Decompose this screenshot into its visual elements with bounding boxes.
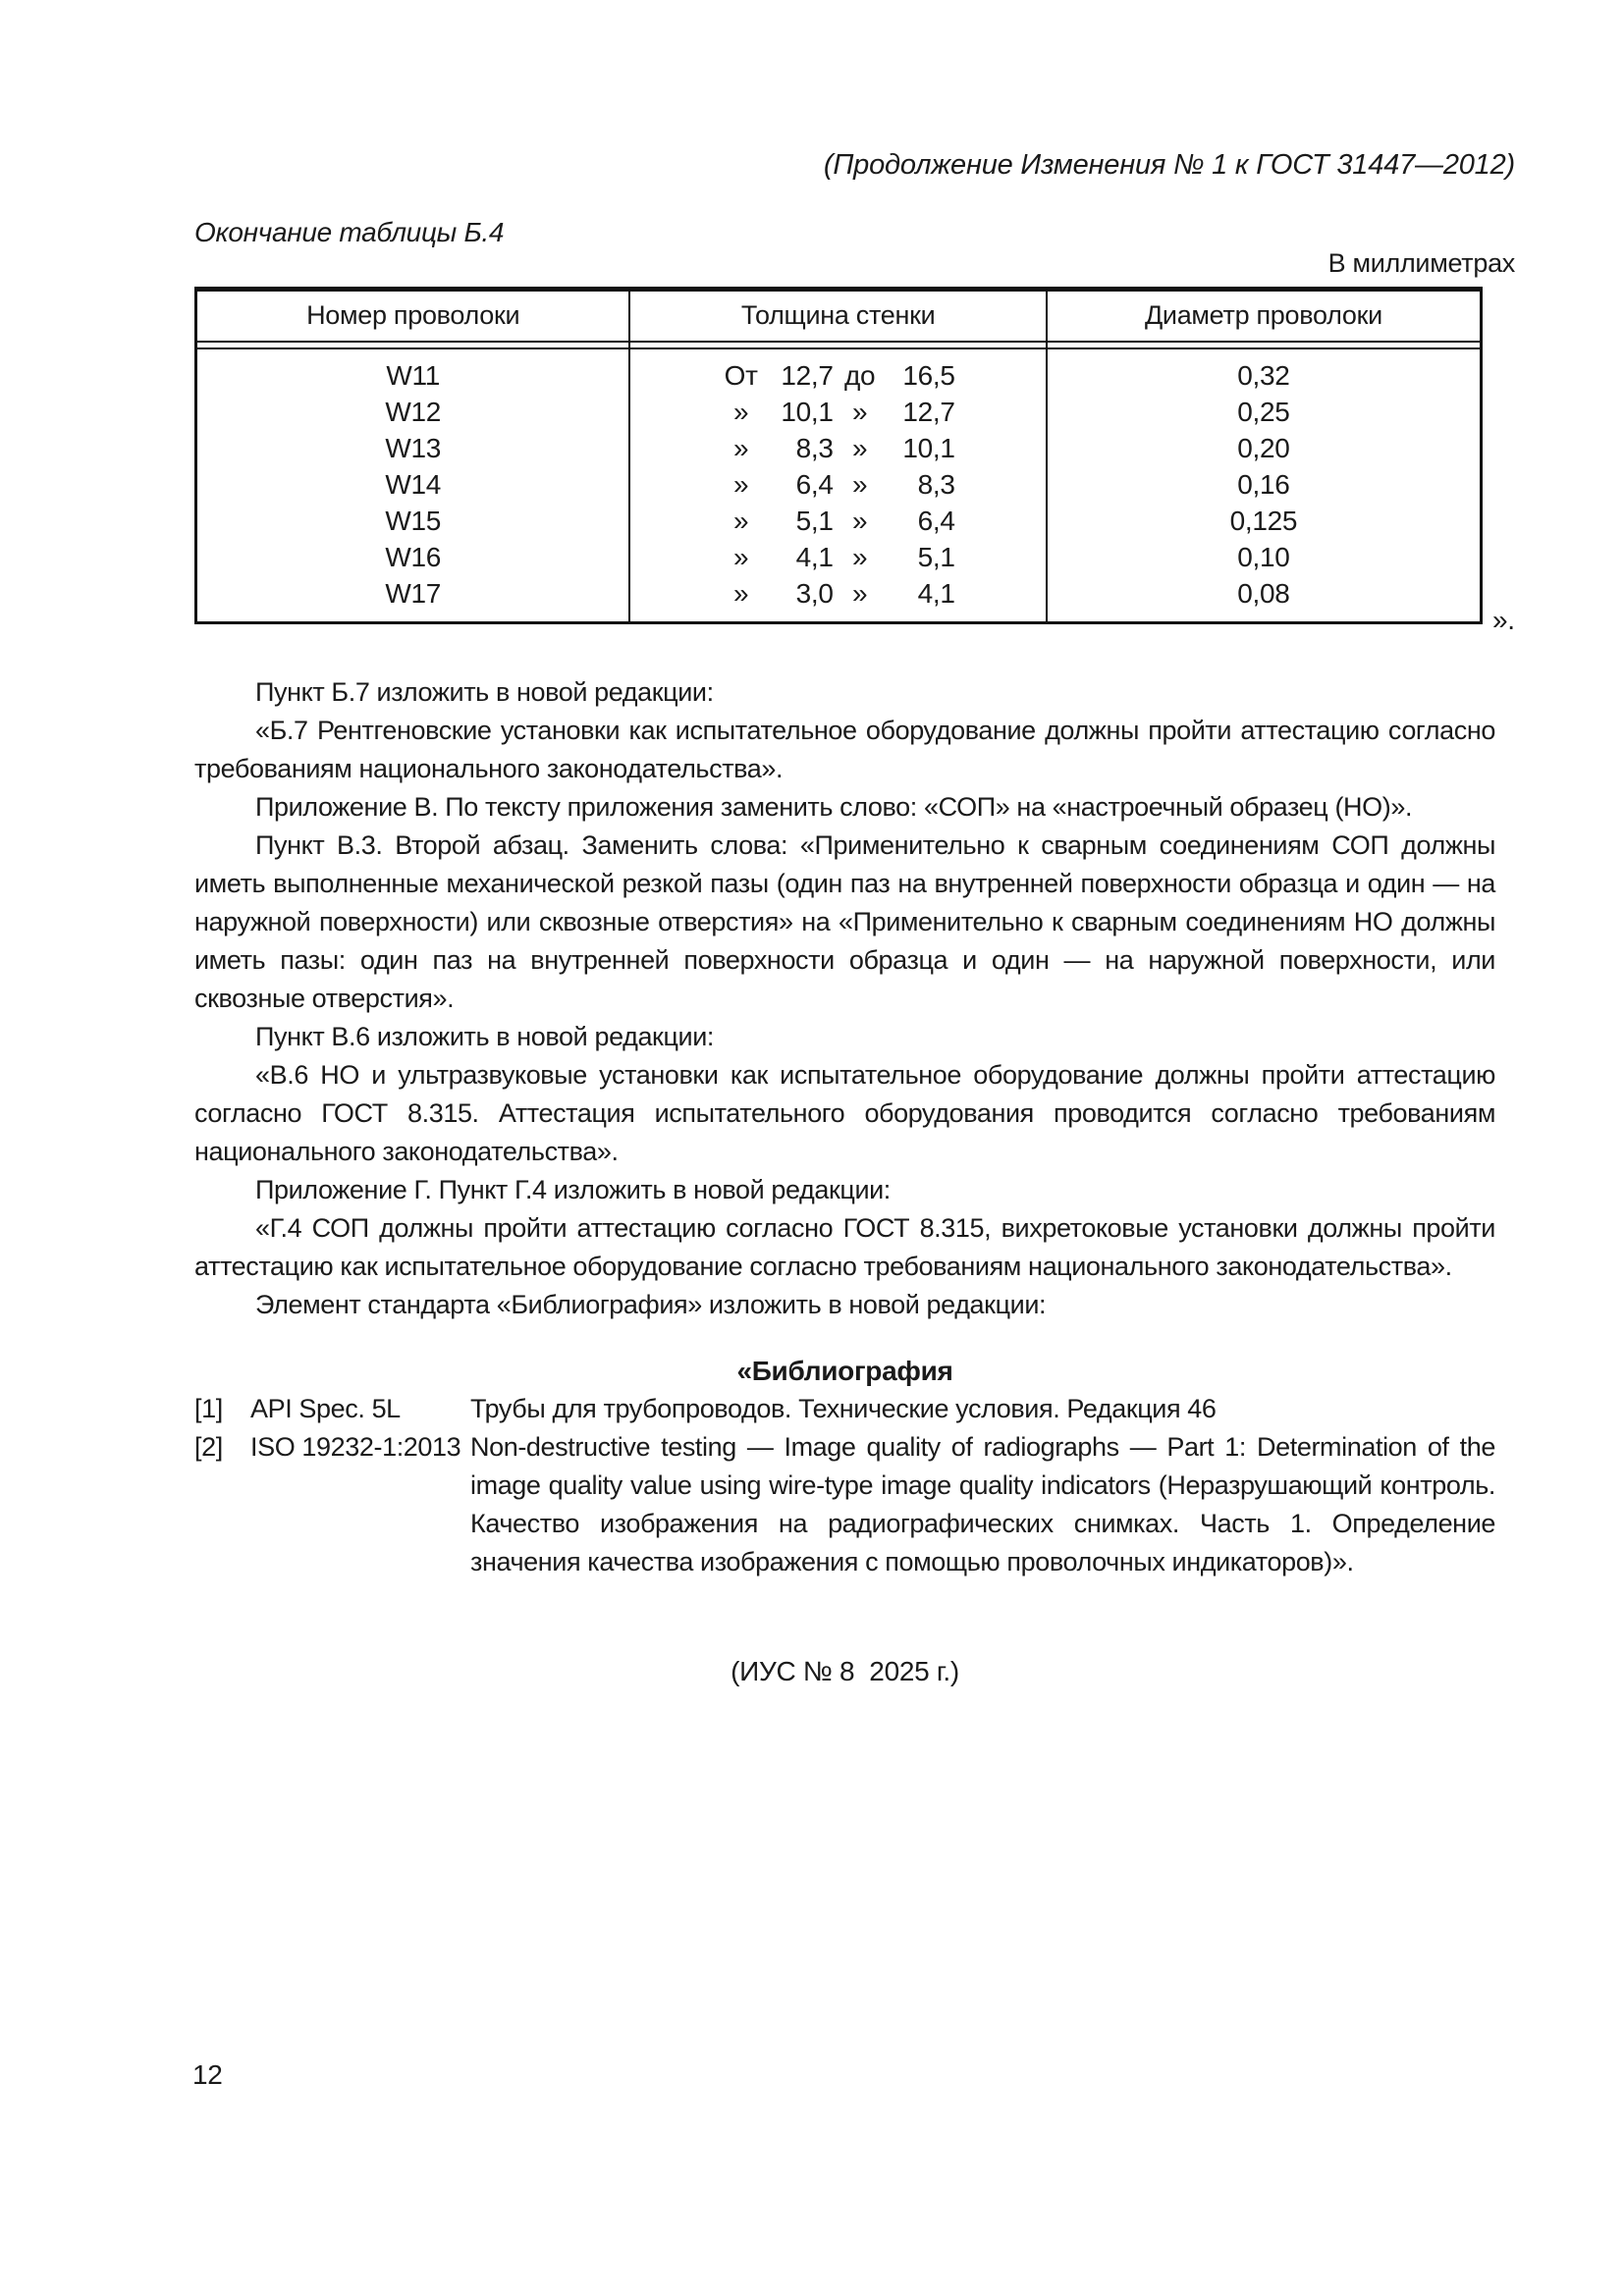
table-cell: W11 <box>386 360 441 391</box>
table-cell: » 6,4 » 8,3 <box>733 469 955 500</box>
paragraph: «Г.4 СОП должны пройти аттестацию согласно ГОСТ 8.315, вихретоковые установки должны пройти аттестацию как испытательное оборудование согласно требованиям национального законодательства». <box>194 1213 1495 1281</box>
table-cell: W15 <box>385 506 442 536</box>
units-note: В миллиметрах <box>1327 248 1515 278</box>
table-wrapper <box>194 287 1515 635</box>
amendment-text <box>194 673 1495 1324</box>
column-header-wire-number: Номер проволоки <box>197 292 630 341</box>
bibliography-section <box>194 1352 1495 1581</box>
table-cell: » 10,1 » 12,7 <box>733 397 955 427</box>
table-cell: 0,25 <box>1237 397 1290 427</box>
paragraph: Элемент стандарта «Библиография» изложить в новой редакции: <box>255 1290 1047 1319</box>
wire-diameter-column <box>1048 349 1480 621</box>
bibliography-description: Non-destructive testing — Image quality of radiographs — Part 1: Determination of the image quality value using wire-type image quality indicators (Неразрушающий контроль. Качество изображения на радиографических снимках. Часть 1. Определение значения качества изображения с помощью проволочных индикаторов)». <box>470 1432 1495 1576</box>
ius-footer-note: (ИУС № 8 2025 г.) <box>731 1656 959 1686</box>
table-cell: » 4,1 » 5,1 <box>733 542 955 572</box>
table-cell: W17 <box>385 578 442 609</box>
paragraph: Пункт Б.7 изложить в новой редакции: <box>255 677 714 707</box>
wire-number-column <box>197 349 630 621</box>
table-cell: 0,10 <box>1237 542 1290 572</box>
table-cell: 0,08 <box>1237 578 1290 609</box>
table-cell: 0,125 <box>1229 506 1298 536</box>
table-cell: W12 <box>385 397 442 427</box>
table-cell: W13 <box>385 433 442 463</box>
bibliography-item <box>194 1428 1495 1581</box>
table-body <box>197 349 1480 621</box>
bibliography-code: ISO 19232-1:2013 <box>250 1432 461 1462</box>
table-cell: 0,20 <box>1237 433 1290 463</box>
paragraph: Приложение В. По тексту приложения заменить слово: «СОП» на «настроечный образец (НО)». <box>255 792 1413 822</box>
column-header-wire-diameter: Диаметр проволоки <box>1144 300 1382 330</box>
bibliography-description: Трубы для трубопроводов. Технические условия. Редакция 46 <box>470 1394 1217 1423</box>
table-cell: » 3,0 » 4,1 <box>733 578 955 609</box>
table-cell: » 8,3 » 10,1 <box>733 433 955 463</box>
paragraph: «В.6 НО и ультразвуковые установки как испытательное оборудование должны пройти аттестацию согласно ГОСТ 8.315. Аттестация испытательного оборудования проводится согласно требованиям национального законодательства». <box>194 1060 1495 1166</box>
closing-quote-mark: ». <box>1492 605 1515 635</box>
table-cell: 0,16 <box>1237 469 1290 500</box>
bibliography-index: [1] <box>194 1394 223 1423</box>
bibliography-code: API Spec. 5L <box>250 1394 401 1423</box>
wall-thickness-column <box>630 349 1047 621</box>
table-cell: W16 <box>385 542 442 572</box>
bibliography-heading: «Библиография <box>736 1356 953 1386</box>
table-cell: » 5,1 » 6,4 <box>733 506 955 536</box>
column-header-wall-thickness: Толщина стенки <box>630 292 1047 341</box>
table-b4 <box>194 287 1483 624</box>
header-double-rule <box>197 341 1480 349</box>
paragraph: Пункт В.6 изложить в новой редакции: <box>255 1022 714 1051</box>
table-cell: От 12,7 до 16,5 <box>724 360 955 391</box>
paragraph: Приложение Г. Пункт Г.4 изложить в новой редакции: <box>255 1175 891 1204</box>
document-header: (Продолжение Изменения № 1 к ГОСТ 31447—2012) <box>823 149 1515 181</box>
bibliography-index: [2] <box>194 1432 223 1462</box>
table-header-row <box>197 292 1480 341</box>
table-caption: Окончание таблицы Б.4 <box>194 217 505 247</box>
bibliography-item <box>194 1390 1495 1428</box>
paragraph: Пункт В.3. Второй абзац. Заменить слова: «Применительно к сварным соединениям СОП должны иметь выполненные механической резкой пазы (один паз на внутренней поверхности образца и один — на наружной поверхности) или сквозные отверстия» на «Применительно к сварным соединениям НО должны иметь пазы: один паз на внутренней поверхности образца и один — на наружной поверхности, или сквозные отверстия». <box>194 830 1495 1013</box>
table-cell: 0,32 <box>1237 360 1290 391</box>
paragraph: «Б.7 Рентгеновские установки как испытательное оборудование должны пройти аттестацию согласно требованиям национального законодательства». <box>194 716 1495 783</box>
table-cell: W14 <box>385 469 442 500</box>
page-number: 12 <box>192 2059 223 2090</box>
